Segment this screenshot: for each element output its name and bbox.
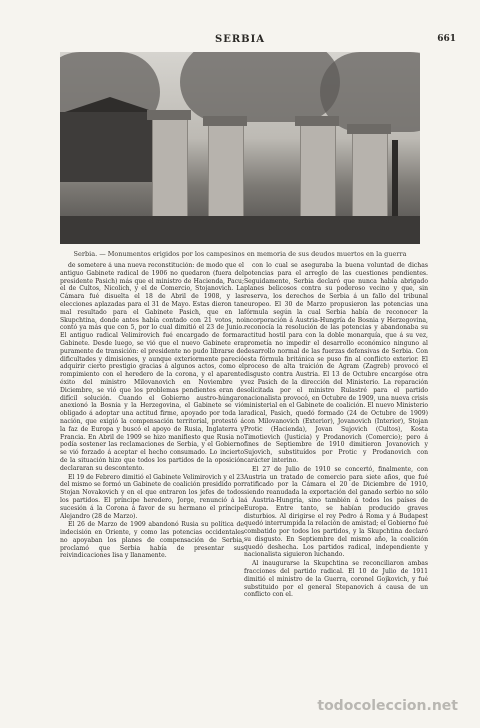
monument-shape xyxy=(352,124,388,222)
monument-shape xyxy=(300,116,336,222)
photograph xyxy=(60,52,420,244)
monument-shape xyxy=(152,110,188,222)
monument-cap xyxy=(203,116,247,126)
paragraph: El 27 de Julio de 1910 se concertó, finalmente, con Austria un tratado de comercio para siete años, que fué ratificado por la Cámara el 20 de Diciembre de 1910, siendo reanudada la exportación del ganado serbio no sólo á Austria-Hungría, sino también á todos los países de Europa. Entre tanto, se habían producido graves disturbios. Al dirigirse el rey Pedro á Roma y á Budapest quedó interrumpida la relación de amistad; el Gobierno fué combatido por todos los partidos, y la Skupchtina declaró su disgusto. En Septiembre del mismo año, la coalición quedó deshecha. Los partidos radical, independiente y nacionalista siguieron luchando. xyxy=(244,465,428,559)
article-column-left xyxy=(60,262,244,682)
house-shape xyxy=(60,112,160,182)
article-column-right xyxy=(244,262,428,682)
page-number: 661 xyxy=(437,34,456,44)
paragraph: Al inaugurarse la Skupchtina se reconciliaron ambas fracciones del partido radical. El 10 de Julio de 1911 dimitió el ministro de la Guerra, coronel Gojkovich, y fué substituido por el general Stepanovich á causa de un conflicto con el. xyxy=(244,560,428,599)
tree-shape xyxy=(180,52,340,122)
monument-cap xyxy=(347,124,391,134)
paragraph: de sometere á una nueva reconstitución: de modo que el antiguo Gabinete radical de 1906 no quedaron (fuera del presidente Pasich) más que el ministro de Hacienda, Pacu; el de Cultos, Nicolich, y el de Comercio, Stojanovich. La Cámara fué disuelta el 18 de Abril de 1908, y las elecciones aplazadas para el 31 de Mayo. Estas dieron tan mal resultado para el Gabinete Pasich, que en la Skupchtina, donde antes había contado con 21 votos, no contó ya más que con 5, por lo cual dimitió el 23 de Junio. El antiguo radical Velimirovich fué encargado de formar Gabinete. Desde luego, se vió que el nuevo Gabinete era puramente de transición: el presidente no pudo librarse de dificultades y dimisiones, y aunque exteriormente pareció adquirir cierto prestigio gracias á algunos actos, como el rompimiento con el heredero de la corona, y el aparente éxito del ministro Milovanovich en Noviembre y Diciembre, se vió que los problemas pendientes eran de difícil solución. Cuando el Gobierno austro-húngaro anexionó la Bosnia y la Herzegovina, el Gabinete se vió obligado á adoptar una actitud firme, apoyado por toda la nación, que exigió la compensación territorial, protestó á la faz de Europa y buscó el apoyo de Rusia, Inglaterra y Francia. En Abril de 1909 se hizo manifiesto que Rusia no podía sostener las reclamaciones de Serbia, y el Gobierno se vió forzado á aceptar el hecho consumado. Lo incierto de la situación hizo que todos los partidos de la oposición declararan su descontento. xyxy=(60,262,244,472)
monument-cap xyxy=(147,110,191,120)
paragraph: con lo cual se aseguraba la buena voluntad de dichas potencias para el arreglo de las cuestiones pendientes. Seguidamente, Serbia declaró que nunca había abrigado planes belicosos contra su poderoso vecino y que, sin reserva, los derechos de Serbia á un fallo del tribunal europeo. El 30 de Marzo propusieron las potencias una fórmula según la cual Serbia había de reconocer la incorporación á Austria-Hungría de Bosnia y Herzegovina, reconocía la resolución de las potencias y abandonaba su actitud hostil para con la doble monarquía, que á su vez, prometía no impedir el desarrollo económico ninguno al desarrollo normal de las fuerzas defensivas de Serbia. Con esta fórmula británica se puso fin al conflicto exterior. El proceso de alta traición de Agram (Zagreb) provocó el disgusto contra Austria. El 13 de Octubre encargóse otra vez Pasich de la dirección del Ministerio. La reparación solicitada por el ministro Rulastré para el partido nacionalista provocó, en Octubre de 1909, una nueva crisis ministerial en el Gabinete de coalición. El nuevo Ministerio radical, Pasich, quedó formado (24 de Octubre de 1909) con Milovanovich (Exterior), Jovanovich (Interior), Stojan Protic (Hacienda), Jovan Sujovich (Cultos), Kosta Timotievich (Justicia) y Prodanovich (Comercio); pero á fines de Septiembre de 1910 dimitieron Jovanovich y Sujovich, substituídos por Protic y Prodanovich con carácter interino. xyxy=(244,262,428,464)
paragraph: El 19 de Febrero dimitió el Gabinete Velimirovich y el 23 del mismo se formó un Gabinete de coalición presidido por Stojan Novakovich y en el que entraron los jefes de todos los partidos. El príncipe heredero, Jorge, renunció á la sucesión á la Corona á favor de su hermano el príncipe Alejandro (28 de Marzo). xyxy=(60,473,244,520)
monument-cap xyxy=(295,116,339,126)
watermark: todocoleccion.net xyxy=(317,698,458,714)
monument-shape xyxy=(208,116,244,222)
photo-caption: Serbia. — Monumentos erigidos por los campesinos en memoria de sus deudos muertos en la guerra xyxy=(73,250,407,258)
paragraph: El 26 de Marzo de 1909 abandonó Rusia su política de indecisión en Oriente, y como las potencias occidentales no apoyaban los planes de compensación de Serbia, proclamó que Serbia había de presentar sus reivindicaciones lisa y llanamente. xyxy=(60,521,244,560)
ground-shape xyxy=(60,216,420,244)
page-title: SERBIA xyxy=(214,34,266,45)
